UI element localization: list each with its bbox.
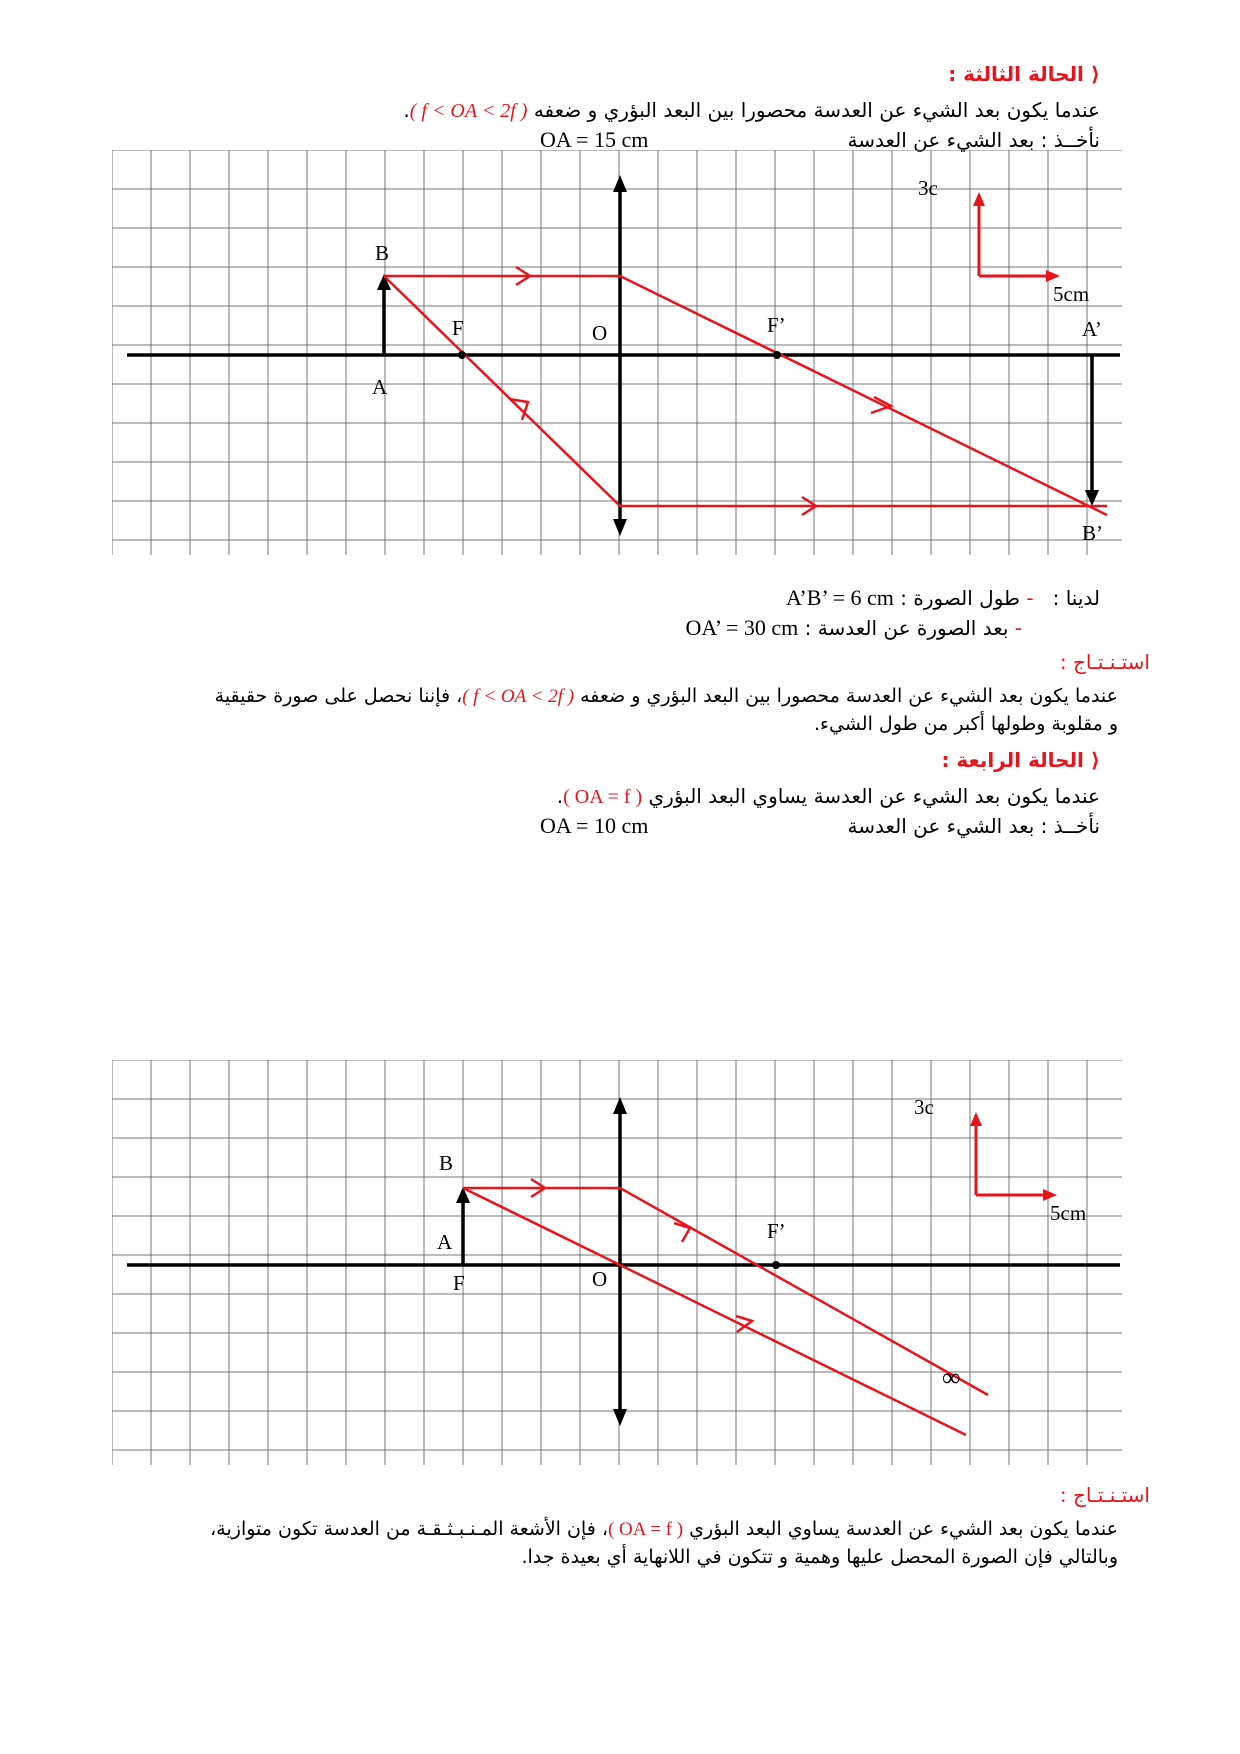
case3-conclusion-formula: ( f < OA < 2f )	[462, 686, 575, 707]
case3-take-label: نأخــذ : بعد الشيء عن العدسة	[847, 128, 1100, 152]
case3-ray-diagram	[112, 150, 1122, 555]
case4-conclusion-text: عندما يكون بعد الشيء عن العدسة يساوي البعد البؤري	[689, 1518, 1118, 1540]
case3-conclusion-text-end: ، فإننا نحصل على صورة حقيقية	[214, 685, 463, 707]
focus-F-point	[458, 351, 466, 359]
bullet-dash: -	[1014, 616, 1022, 640]
case3-heading-text: الحالة الثالثة :	[948, 62, 1084, 86]
case3-result-2	[685, 616, 1022, 640]
case4-desc-formula: ( OA = f )	[563, 786, 643, 808]
case4-conclusion-line1	[210, 1517, 1118, 1542]
case3-result-1-label: طول الصورة :	[900, 586, 1020, 610]
case4-take-value: OA = 10 cm	[540, 813, 649, 838]
case3-conclusion-heading: استـنـتـاج :	[1059, 650, 1150, 674]
focus-Fp-point	[772, 1261, 780, 1269]
label-B: B	[439, 1151, 454, 1175]
case3-take-value: OA = 15 cm	[540, 127, 649, 152]
scale-right-arrow-icon	[1043, 1189, 1057, 1201]
scale-label-horizontal: 5cm	[1053, 282, 1090, 306]
case3-result-1	[786, 586, 1100, 610]
label-Bp: B’	[1082, 521, 1103, 545]
focus-Fp-point	[773, 351, 781, 359]
case4-conclusion-heading: استـنـتـاج :	[1059, 1483, 1150, 1507]
case3-result-1-value: A’B’ = 6 cm	[785, 585, 894, 610]
case4-ray-diagram	[112, 1060, 1122, 1465]
case3-description	[403, 98, 1100, 123]
arrowhead-bullet-icon: ⟨	[1090, 62, 1100, 86]
label-Fp: F’	[767, 1219, 786, 1243]
case3-conclusion-line1	[215, 684, 1118, 709]
lens-top-arrow-icon	[613, 1097, 627, 1114]
label-O: O	[592, 1267, 608, 1291]
label-B: B	[375, 241, 390, 265]
label-A: A	[372, 375, 388, 399]
ray-through-center	[463, 1188, 966, 1435]
ray-parallel	[463, 1188, 988, 1395]
case4-conclusion-text-end: ، فإن الأشعة المـنـبـثـقـة من العدسة تكون متوازية،	[210, 1518, 608, 1540]
case3-desc-text: عندما يكون بعد الشيء عن العدسة محصورا بين البعد البؤري و ضعفه	[533, 98, 1100, 122]
case3-result-2-value: OA’ = 30 cm	[685, 615, 799, 640]
case3-desc-formula: ( f < OA < 2f )	[409, 100, 528, 122]
case4-take-label: نأخــذ : بعد الشيء عن العدسة	[847, 814, 1100, 838]
case4-heading	[941, 748, 1100, 772]
scale-label-horizontal: 5cm	[1050, 1201, 1087, 1225]
case3-results-lead: لدينا :	[1052, 586, 1100, 610]
ray-parallel	[384, 276, 1107, 515]
label-Ap: A’	[1082, 317, 1102, 341]
case4-heading-text: الحالة الرابعة :	[941, 748, 1084, 772]
lens-top-arrow-icon	[613, 175, 627, 192]
label-A: A	[437, 1230, 453, 1254]
grid	[112, 150, 1122, 555]
case3-heading	[948, 62, 1100, 86]
arrowhead-bullet-icon: ⟨	[1090, 748, 1100, 772]
case4-desc-end: .	[556, 784, 564, 808]
case3-conclusion-text: عندما يكون بعد الشيء عن العدسة محصورا بين البعد البؤري و ضعفه	[580, 685, 1118, 707]
label-infinity: ∞	[942, 1363, 961, 1392]
scale-up-arrow-icon	[970, 1112, 982, 1126]
case3-conclusion-line2: و مقلوبة وطولها أكبر من طول الشيء.	[814, 713, 1118, 735]
case4-conclusion-line2: وبالتالي فإن الصورة المحصل عليها وهمية و تتكون في اللانهاية أي بعيدة جدا.	[521, 1546, 1118, 1568]
case4-conclusion-formula: ( OA = f )	[607, 1519, 684, 1540]
scale-label-vertical: 3c	[918, 176, 938, 200]
case4-desc-text: عندما يكون بعد الشيء عن العدسة يساوي البعد البؤري	[648, 784, 1100, 808]
lens-bottom-arrow-icon	[613, 519, 627, 536]
case3-desc-end: .	[403, 98, 410, 122]
lens-bottom-arrow-icon	[613, 1409, 627, 1426]
scale-label-vertical: 3c	[914, 1095, 934, 1119]
label-O: O	[592, 321, 608, 345]
case4-description	[557, 784, 1100, 809]
bullet-dash: -	[1026, 586, 1034, 610]
ray-through-focus	[384, 276, 1107, 506]
scale-right-arrow-icon	[1046, 270, 1060, 282]
case3-result-2-label: بعد الصورة عن العدسة :	[804, 616, 1009, 640]
label-F: F	[453, 1271, 465, 1295]
label-F: F	[452, 316, 464, 340]
label-Fp: F’	[767, 313, 786, 337]
scale-up-arrow-icon	[973, 192, 985, 206]
